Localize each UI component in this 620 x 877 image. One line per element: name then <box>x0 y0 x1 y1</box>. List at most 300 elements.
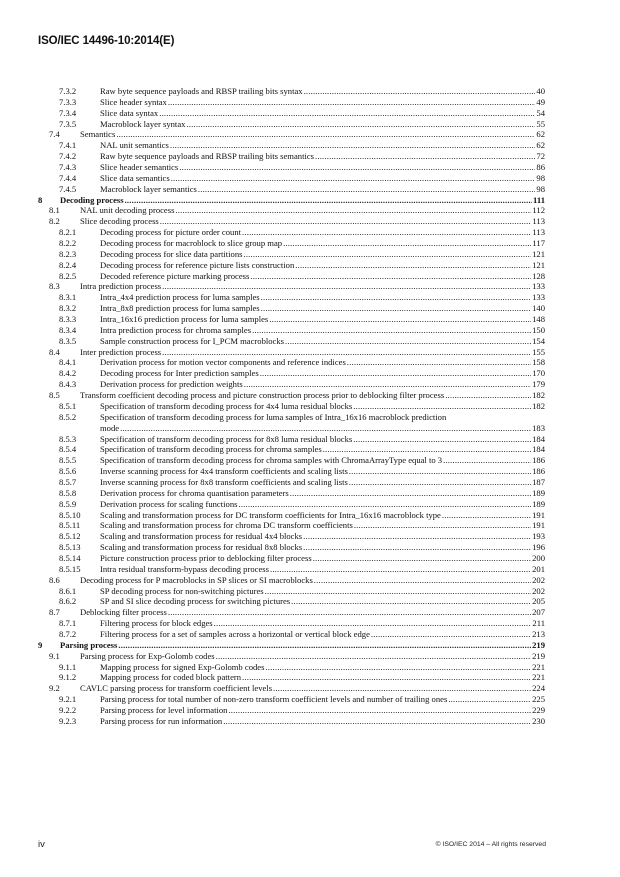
toc-entry-page: 221 <box>532 661 545 672</box>
toc-entry[interactable] <box>0 662 620 673</box>
toc-entry-title: Specification of transform decoding process for luma samples of Intra_16x16 macroblock prediction <box>100 411 447 422</box>
toc-entry-link[interactable] <box>100 140 545 151</box>
toc-entry[interactable] <box>0 97 620 108</box>
toc-entry-page: 111 <box>533 194 545 205</box>
toc-entry[interactable] <box>0 216 620 227</box>
toc-entry[interactable] <box>0 510 620 521</box>
toc-entry[interactable] <box>0 195 620 206</box>
toc-entry-page: 121 <box>532 259 545 270</box>
dot-leader <box>353 434 531 445</box>
toc-entry[interactable] <box>0 477 620 488</box>
toc-entry[interactable] <box>0 86 620 97</box>
toc-entry-title: Slice header semantics <box>100 162 179 173</box>
toc-entry-link[interactable] <box>100 629 545 640</box>
toc-entry-page: 158 <box>532 357 545 368</box>
toc-entry-number: 7.3.5 <box>59 118 77 129</box>
copyright-notice: © ISO/IEC 2014 – All rights reserved <box>435 841 546 848</box>
dot-leader <box>170 140 536 151</box>
toc-entry[interactable] <box>0 575 620 586</box>
dot-leader <box>353 401 531 412</box>
dot-leader <box>160 216 532 227</box>
toc-entry[interactable] <box>0 683 620 694</box>
toc-entry-title: Derivation process for chroma quantisation parameters <box>100 487 289 498</box>
toc-entry[interactable] <box>0 564 620 575</box>
toc-entry-link[interactable] <box>80 683 545 694</box>
toc-entry[interactable] <box>0 184 620 195</box>
toc-entry-title: Sample construction process for I_PCM macroblocks <box>100 335 285 346</box>
toc-entry-link[interactable] <box>100 520 545 531</box>
toc-entry-title: Inter prediction process <box>80 346 162 357</box>
toc-entry-link[interactable] <box>100 151 545 162</box>
dot-leader <box>260 368 531 379</box>
toc-entry-title: Derivation process for prediction weights <box>100 379 243 390</box>
toc-entry-link[interactable] <box>100 119 545 130</box>
dot-leader <box>295 260 531 271</box>
toc-entry-page: 154 <box>532 335 545 346</box>
toc-entry-number: 8.5.8 <box>59 487 77 498</box>
toc-entry-number: 8.2.5 <box>59 270 77 281</box>
toc-entry-number: 8.1 <box>49 205 60 216</box>
dot-leader <box>214 618 532 629</box>
toc-entry-number: 9.2 <box>49 683 60 694</box>
toc-entry[interactable] <box>0 140 620 151</box>
toc-entry-link[interactable] <box>100 249 545 260</box>
toc-entry-number: 7.4.2 <box>59 151 77 162</box>
toc-entry-title: Filtering process for block edges <box>100 618 213 629</box>
dot-leader <box>175 205 531 216</box>
dot-leader <box>371 629 531 640</box>
toc-entry[interactable] <box>0 303 620 314</box>
toc-entry-number: 9.1.1 <box>59 661 77 672</box>
toc-entry-title: Parsing process for level information <box>100 704 228 715</box>
toc-entry-page: 184 <box>532 433 545 444</box>
toc-entry-link[interactable] <box>100 357 545 368</box>
toc-entry[interactable] <box>0 586 620 597</box>
toc-entry[interactable] <box>0 607 620 618</box>
toc-entry-title: Inverse scanning process for 8x8 transform coefficients and scaling lists <box>100 476 348 487</box>
toc-entry[interactable] <box>0 672 620 683</box>
toc-entry[interactable] <box>0 618 620 629</box>
toc-entry-title: Decoding process for reference picture lists construction <box>100 259 295 270</box>
dot-leader <box>118 640 531 651</box>
toc-entry[interactable] <box>0 238 620 249</box>
toc-entry-title: Intra prediction process <box>80 281 162 292</box>
toc-entry-link[interactable] <box>100 466 545 477</box>
toc-entry-number: 8.5.14 <box>59 552 81 563</box>
toc-entry[interactable] <box>0 629 620 640</box>
toc-entry-link[interactable] <box>100 694 545 705</box>
dot-leader <box>291 596 531 607</box>
dot-leader <box>443 455 531 466</box>
toc-entry-page: 40 <box>536 86 545 96</box>
toc-entry[interactable] <box>0 705 620 716</box>
dot-leader <box>323 444 531 455</box>
toc-entry[interactable] <box>0 357 620 368</box>
dot-leader <box>223 716 531 727</box>
toc-entry-title: Derivation process for motion vector components and reference indices <box>100 357 346 368</box>
dot-leader <box>349 466 531 477</box>
toc-entry-number: 8.2.1 <box>59 227 77 238</box>
toc-entry-link[interactable] <box>100 336 545 347</box>
toc-entry-title: Semantics <box>80 129 116 140</box>
page-number: iv <box>38 839 45 850</box>
toc-entry[interactable] <box>0 271 620 282</box>
toc-entry-page: 72 <box>536 151 545 162</box>
dot-leader <box>116 129 535 140</box>
toc-entry-page: 186 <box>532 466 545 477</box>
dot-leader <box>243 249 531 260</box>
dot-leader <box>244 379 531 390</box>
toc-entry-title: Filtering process for a set of samples across a horizontal or vertical block edge <box>100 628 370 639</box>
dot-leader <box>354 520 531 531</box>
toc-entry-title: Picture construction process prior to deblocking filter process <box>100 552 312 563</box>
toc-entry-number: 8.7.2 <box>59 628 77 639</box>
toc-entry-number: 8.5 <box>49 390 60 401</box>
toc-entry[interactable] <box>0 347 620 358</box>
dot-leader <box>349 477 531 488</box>
toc-entry-link[interactable] <box>80 575 545 586</box>
toc-entry-number: 8.5.9 <box>59 498 77 509</box>
toc-entry-link[interactable] <box>100 510 545 521</box>
toc-entry-link[interactable] <box>100 444 545 455</box>
toc-entry-link[interactable] <box>80 651 545 662</box>
toc-entry-number: 8.5.11 <box>59 520 81 531</box>
toc-entry-page: 221 <box>532 672 545 683</box>
dot-leader <box>313 553 531 564</box>
toc-entry-page: 183 <box>532 422 545 433</box>
toc-entry-title: Specification of transform decoding process for 4x4 luma residual blocks <box>100 400 353 411</box>
dot-leader <box>315 151 535 162</box>
dot-leader <box>261 292 531 303</box>
toc-entry-link[interactable] <box>100 618 545 629</box>
toc-entry-link[interactable] <box>80 205 545 216</box>
toc-entry-number: 8.5.2 <box>59 411 77 422</box>
toc-entry[interactable] <box>0 466 620 477</box>
toc-entry[interactable] <box>0 281 620 292</box>
toc-entry-number: 8.3.1 <box>59 292 77 303</box>
toc-entry-title: Transform coefficient decoding process and picture construction process prior to deblocking filter process <box>80 390 445 401</box>
toc-entry-title: Decoding process for Inter prediction samples <box>100 368 259 379</box>
toc-entry-link[interactable] <box>100 238 545 249</box>
dot-leader <box>448 694 531 705</box>
dot-leader <box>228 705 531 716</box>
toc-entry[interactable] <box>0 542 620 553</box>
toc-entry-page: 186 <box>532 455 545 466</box>
toc-entry-page: 117 <box>532 238 545 249</box>
toc-entry-link[interactable] <box>100 227 545 238</box>
dot-leader <box>261 303 531 314</box>
toc-entry-page: 230 <box>532 715 545 726</box>
toc-entry-number: 9.1 <box>49 650 60 661</box>
toc-entry-page: 207 <box>532 607 545 618</box>
toc-entry[interactable] <box>0 368 620 379</box>
toc-entry-number: 8.5.15 <box>59 563 81 574</box>
toc-entry-link[interactable] <box>100 173 545 184</box>
toc-entry-link[interactable] <box>100 586 545 597</box>
toc-entry-number: 8.4.3 <box>59 379 77 390</box>
toc-entry-page: 86 <box>536 162 545 173</box>
toc-entry-link[interactable] <box>100 499 545 510</box>
toc-entry[interactable] <box>0 205 620 216</box>
toc-entry[interactable] <box>0 651 620 662</box>
toc-entry[interactable] <box>0 455 620 466</box>
toc-entry-page: 193 <box>532 531 545 542</box>
toc-entry-title: Scaling and transformation process for chroma DC transform coefficients <box>100 520 353 531</box>
toc-entry-title: Parsing process for Exp-Golomb codes <box>80 650 215 661</box>
toc-entry-link[interactable] <box>100 184 545 195</box>
toc-entry-title: Specification of transform decoding process for chroma samples with ChromaArrayType equal to 3 <box>100 455 443 466</box>
toc-entry-link[interactable] <box>100 97 545 108</box>
toc-entry-link[interactable] <box>100 368 545 379</box>
toc-entry-number: 8.2 <box>49 216 60 227</box>
toc-entry-number: 8.5.7 <box>59 476 77 487</box>
toc-entry-number: 7.4 <box>49 129 60 140</box>
toc-entry-link[interactable] <box>80 129 545 140</box>
toc-entry[interactable] <box>0 379 620 390</box>
toc-entry-page: 219 <box>532 650 545 661</box>
toc-entry-page: 133 <box>532 292 545 303</box>
toc-entry-number: 8.7.1 <box>59 618 77 629</box>
dot-leader <box>265 662 531 673</box>
toc-entry[interactable] <box>0 162 620 173</box>
toc-entry-link[interactable] <box>100 542 545 553</box>
toc-entry-page: 189 <box>532 498 545 509</box>
toc-entry-link[interactable] <box>100 303 545 314</box>
toc-entry-link[interactable] <box>100 716 545 727</box>
toc-entry-link[interactable] <box>100 86 545 97</box>
dot-leader <box>265 586 531 597</box>
toc-entry-title: Slice data semantics <box>100 172 170 183</box>
toc-entry-title: Derivation process for scaling functions <box>100 498 238 509</box>
toc-entry-link[interactable] <box>60 640 545 651</box>
toc-entry-page: 211 <box>532 618 545 629</box>
toc-entry-link[interactable] <box>100 271 545 282</box>
toc-entry-title: Macroblock layer semantics <box>100 183 197 194</box>
toc-entry-page: 187 <box>532 476 545 487</box>
toc-entry-number: 8.5.5 <box>59 455 77 466</box>
toc-entry-link[interactable] <box>80 390 545 401</box>
toc-entry-link[interactable] <box>100 108 545 119</box>
toc-entry-page: 140 <box>532 303 545 314</box>
toc-entry-link[interactable] <box>100 292 545 303</box>
toc-entry-number: 8.5.6 <box>59 466 77 477</box>
toc-entry[interactable] <box>0 553 620 564</box>
toc-entry-number: 8.5.4 <box>59 444 77 455</box>
toc-entry-number: 8.5.12 <box>59 531 81 542</box>
toc-entry-title: Decoding process <box>60 194 124 205</box>
toc-entry-title: Slice data syntax <box>100 107 159 118</box>
toc-entry-page: 219 <box>532 639 545 650</box>
toc-entry-link[interactable] <box>100 672 545 683</box>
toc-entry[interactable] <box>0 108 620 119</box>
toc-entry-page: 49 <box>536 96 545 107</box>
toc-entry-number: 8.5.10 <box>59 509 81 520</box>
toc-entry-number: 8.2.3 <box>59 248 77 259</box>
toc-entry[interactable] <box>0 488 620 499</box>
toc-entry-page: 54 <box>536 107 545 118</box>
toc-entry[interactable] <box>0 694 620 705</box>
toc-entry[interactable] <box>0 249 620 260</box>
toc-entry-title: Raw byte sequence payloads and RBSP trailing bits syntax <box>100 86 303 96</box>
document-header: ISO/IEC 14496-10:2014(E) <box>38 35 175 47</box>
toc-entry[interactable] <box>0 336 620 347</box>
toc-entry[interactable] <box>0 227 620 238</box>
toc-entry[interactable] <box>0 260 620 271</box>
toc-entry-link[interactable] <box>80 607 545 618</box>
dot-leader <box>273 683 531 694</box>
toc-entry-number: 7.4.5 <box>59 183 77 194</box>
toc-entry-link[interactable] <box>100 564 545 575</box>
dot-leader <box>238 499 531 510</box>
toc-entry[interactable] <box>0 640 620 651</box>
toc-entry[interactable] <box>0 173 620 184</box>
toc-entry-number: 9 <box>38 639 43 650</box>
toc-entry[interactable] <box>0 716 620 727</box>
toc-entry-link[interactable] <box>100 477 545 488</box>
toc-entry-link[interactable] <box>100 455 545 466</box>
toc-entry[interactable] <box>0 325 620 336</box>
dot-leader <box>216 651 532 662</box>
toc-entry-title: Intra residual transform-bypass decoding process <box>100 563 269 574</box>
table-of-contents <box>0 86 620 727</box>
toc-entry-link[interactable] <box>100 596 545 607</box>
toc-entry-page: 182 <box>532 400 545 411</box>
toc-entry-number: 9.2.2 <box>59 704 77 715</box>
toc-entry-link[interactable] <box>60 195 545 206</box>
toc-entry-link[interactable] <box>100 705 545 716</box>
toc-entry[interactable] <box>0 390 620 401</box>
toc-entry-link[interactable] <box>100 434 545 445</box>
toc-entry-title: Raw byte sequence payloads and RBSP trailing bits semantics <box>100 151 315 162</box>
dot-leader <box>171 173 536 184</box>
toc-entry-number: 8.3.3 <box>59 314 77 325</box>
toc-entry-link[interactable] <box>100 379 545 390</box>
toc-entry-number: 8.5.1 <box>59 400 77 411</box>
toc-entry-title: Intra_16x16 prediction process for luma samples <box>100 314 269 325</box>
toc-entry-page: 179 <box>532 379 545 390</box>
dot-leader <box>283 238 531 249</box>
dot-leader <box>269 314 531 325</box>
toc-entry-link[interactable] <box>100 401 545 412</box>
toc-entry-title: Decoding process for P macroblocks in SP slices or SI macroblocks <box>80 574 313 585</box>
toc-entry-title: Deblocking filter process <box>80 607 167 618</box>
toc-entry-title: Intra_8x8 prediction process for luma samples <box>100 303 260 314</box>
toc-entry-link[interactable] <box>80 216 545 227</box>
toc-entry[interactable] <box>0 314 620 325</box>
toc-entry-page: 205 <box>532 596 545 607</box>
toc-entry-number: 8.5.13 <box>59 542 81 553</box>
toc-entry[interactable] <box>0 292 620 303</box>
dot-leader <box>303 542 531 553</box>
toc-entry-number: 9.2.3 <box>59 715 77 726</box>
toc-entry-page: 202 <box>532 574 545 585</box>
toc-entry-link[interactable] <box>100 325 545 336</box>
toc-entry-link[interactable] <box>80 281 545 292</box>
toc-entry[interactable] <box>0 596 620 607</box>
toc-entry-page: 113 <box>532 227 545 238</box>
toc-entry-link[interactable] <box>100 412 545 434</box>
toc-entry[interactable] <box>0 520 620 531</box>
toc-entry-title: Parsing process for total number of non-zero transform coefficient levels and number of trailing ones <box>100 694 448 705</box>
toc-entry[interactable] <box>0 434 620 445</box>
dot-leader <box>285 336 531 347</box>
toc-entry[interactable] <box>0 401 620 412</box>
toc-entry-link[interactable] <box>100 553 545 564</box>
toc-entry-number: 8.4.1 <box>59 357 77 368</box>
toc-entry-page: 196 <box>532 542 545 553</box>
toc-entry-title: Specification of transform decoding process for 8x8 luma residual blocks <box>100 433 353 444</box>
toc-entry-title: Mapping process for coded block pattern <box>100 672 242 683</box>
toc-entry-title: Macroblock layer syntax <box>100 118 186 129</box>
toc-entry[interactable] <box>0 531 620 542</box>
toc-entry[interactable] <box>0 412 620 434</box>
dot-leader <box>168 97 536 108</box>
toc-entry-number: 7.4.4 <box>59 172 77 183</box>
dot-leader <box>162 281 531 292</box>
toc-entry-title: Intra prediction process for chroma samples <box>100 324 252 335</box>
toc-entry[interactable] <box>0 151 620 162</box>
toc-entry-title: Scaling and transformation process for DC transform coefficients for Intra_16x16 macroblock type <box>100 509 441 520</box>
toc-entry-number: 8.3.5 <box>59 335 77 346</box>
toc-entry-link[interactable] <box>80 347 545 358</box>
dot-leader <box>168 607 531 618</box>
toc-entry-page: 150 <box>532 324 545 335</box>
dot-leader <box>242 227 531 238</box>
toc-entry-number: 8.6 <box>49 574 60 585</box>
toc-entry-page: 213 <box>532 628 545 639</box>
toc-entry-number: 8.4 <box>49 346 60 357</box>
toc-entry[interactable] <box>0 129 620 140</box>
dot-leader <box>442 510 531 521</box>
toc-entry-title: Decoding process for macroblock to slice group map <box>100 238 283 249</box>
toc-entry[interactable] <box>0 119 620 130</box>
toc-entry-number: 7.4.3 <box>59 162 77 173</box>
toc-entry-link[interactable] <box>100 260 545 271</box>
toc-entry-link[interactable] <box>100 314 545 325</box>
toc-entry-number: 8.3 <box>49 281 60 292</box>
toc-entry-title: Decoded reference picture marking process <box>100 270 250 281</box>
toc-entry-page: 62 <box>536 140 545 151</box>
toc-entry-page: 191 <box>532 509 545 520</box>
toc-entry-page: 200 <box>532 552 545 563</box>
toc-entry-number: 7.3.3 <box>59 96 77 107</box>
toc-entry-number: 8.7 <box>49 607 60 618</box>
toc-entry-link[interactable] <box>100 488 545 499</box>
toc-entry-number: 8.6.2 <box>59 596 77 607</box>
toc-entry-link[interactable] <box>100 662 545 673</box>
toc-entry-page: 55 <box>536 118 545 129</box>
toc-entry-page: 98 <box>536 183 545 194</box>
toc-entry-page: 189 <box>532 487 545 498</box>
toc-entry-link[interactable] <box>100 162 545 173</box>
toc-entry-page: 229 <box>532 704 545 715</box>
toc-entry-title: Inverse scanning process for 4x4 transform coefficients and scaling lists <box>100 466 348 477</box>
toc-entry[interactable] <box>0 499 620 510</box>
dot-leader <box>159 108 535 119</box>
toc-entry-number: 7.3.2 <box>59 86 77 96</box>
dot-leader <box>242 672 531 683</box>
dot-leader <box>445 390 531 401</box>
toc-entry-page: 184 <box>532 444 545 455</box>
toc-entry-page: 148 <box>532 314 545 325</box>
toc-entry-title: Mapping process for signed Exp-Golomb codes <box>100 661 265 672</box>
dot-leader <box>120 423 531 434</box>
toc-entry-title: Scaling and transformation process for residual 8x8 blocks <box>100 542 303 553</box>
toc-entry-page: 201 <box>532 563 545 574</box>
toc-entry[interactable] <box>0 444 620 455</box>
dot-leader <box>304 86 536 97</box>
toc-entry-link[interactable] <box>100 531 545 542</box>
